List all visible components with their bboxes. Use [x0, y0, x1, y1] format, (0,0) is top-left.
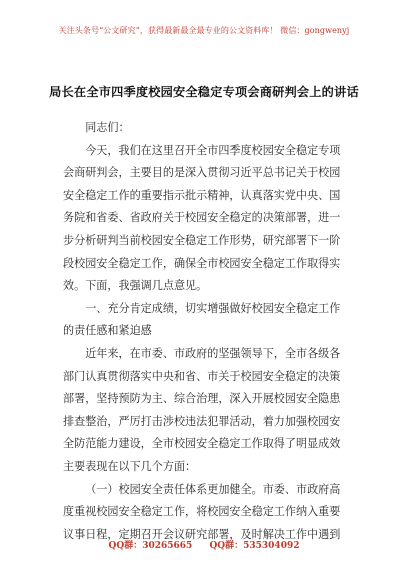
document-body [63, 117, 355, 546]
section-heading-1: 一、充分肯定成绩，切实增强做好校园安全稳定工作 的责任感和紧迫感 [63, 301, 341, 338]
footer-contact [0, 538, 408, 551]
header-promo-note: 关注头条号“公文研究”，获得最新最全最专业的公文资料库！ 微信：gongwenyj [58, 26, 350, 35]
paragraph-intro: 今天，我们在这里召开全市四季度校园安全稳定专项 会商研判会，主要目的是深入贯彻习近平总书记关于校园 安全稳定工作的重要指示批示精神，认真落实党中央、国 务院和省委、省政府关于校园安全稳定的决策部署，进一 步分析研判当前校园安全稳定工作形势，研究部署下一阶 段校园安全稳定工作，确保全市校园安全稳定工作取得实 效。下面，我强调几点意见。 [63, 143, 341, 293]
footer-qq-group-1: QQ群：30265665 [108, 541, 193, 551]
paragraph-responsibility: （一）校园安全责任体系更加健全。市委、市政府高 度重视校园安全稳定工作，将校园安全稳定工作纳入重要 议事日程，定期召开会议研究部署，及时解决工作中遇到 [63, 482, 341, 541]
paragraph-achievements: 近年来，在市委、市政府的坚强领导下，全市各级各 部门认真贯彻落实中央和省、市关于校园安全稳定的决策 部署，坚持预防为主、综合治理，深入开展校园安全隐患 排查整治，严厉打击涉校违法犯罪活动，着力加强校园安 全防范能力建设，全市校园安全稳定工作取得了明显成效 主要表现在以下几个方面： [63, 346, 341, 473]
footer-qq-group-2: QQ群：535304092 [209, 541, 300, 551]
salutation: 同志们： [85, 121, 130, 134]
document-title: 局长在全市四季度校园安全稳定专项会商研判会上的讲话 [49, 85, 359, 99]
